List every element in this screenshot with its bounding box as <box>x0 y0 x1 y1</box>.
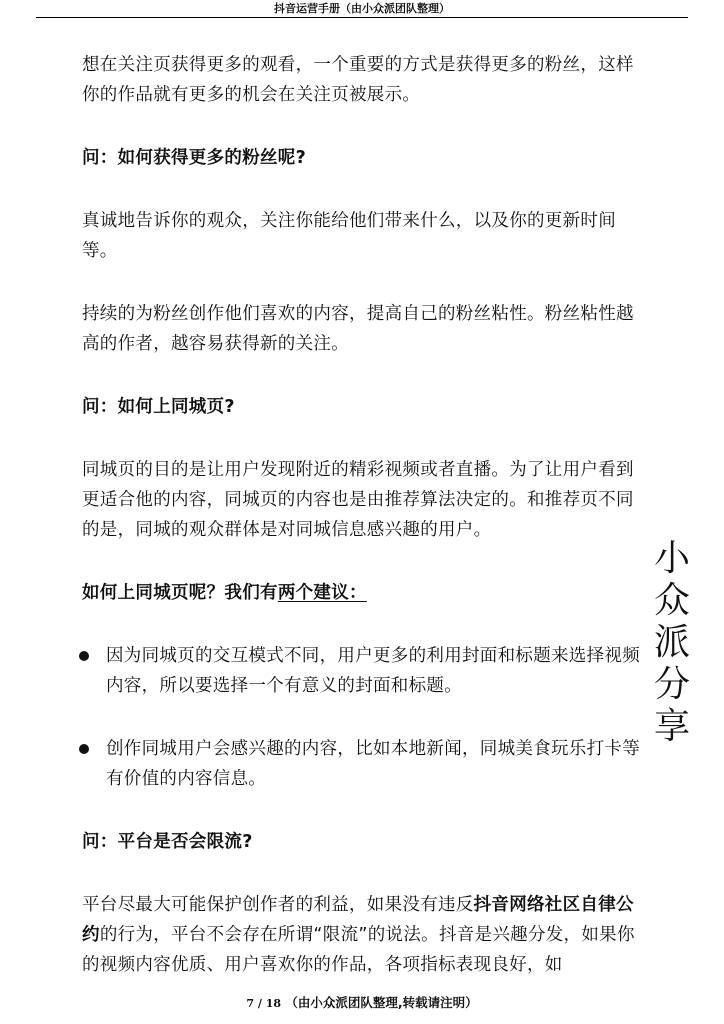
bullet-dot-icon <box>79 744 89 754</box>
header-divider <box>36 17 688 18</box>
side-char: 小 <box>653 538 690 579</box>
document-body <box>82 50 642 1013</box>
side-char: 派 <box>653 622 690 663</box>
community-convention-name: 抖音网络社区自律公约 <box>82 895 634 945</box>
question-local-page: 问：如何上同城页? <box>82 397 235 417</box>
heading-two-suggestions <box>82 578 642 608</box>
page-footer <box>0 993 724 1011</box>
side-char: 众 <box>653 580 690 621</box>
paragraph-following-page: 想在关注页获得更多的观看，一个重要的方式是获得更多的粉丝，这样你的作品就有更多的机会在关注页被展示。 <box>82 55 634 105</box>
bullet-item-cover-title <box>82 641 642 701</box>
page-number: 7 / 18 <box>246 997 282 1010</box>
question-rate-limit: 问：平台是否会限流? <box>82 832 253 852</box>
heading-two-suggestions-underlined: 两个建议： <box>277 583 367 603</box>
side-char: 享 <box>653 706 690 747</box>
bullet-text: 创作同城用户会感兴趣的内容，比如本地新闻，同城美食玩乐打卡等有价值的内容信息。 <box>106 739 640 789</box>
paragraph-fan-stickiness: 持续的为粉丝创作他们喜欢的内容，提高自己的粉丝粘性。粉丝粘性越高的作者，越容易获得新的关注。 <box>82 304 634 354</box>
paragraph-tell-audience: 真诚地告诉你的观众，关注你能给他们带来什么，以及你的更新时间等。 <box>82 211 616 261</box>
paragraph-local-page-purpose: 同城页的目的是让用户发现附近的精彩视频或者直播。为了让用户看到更适合他的内容，同城页的内容也是由推荐算法决定的。和推荐页不同的是，同城的观众群体是对同城信息感兴趣的用户。 <box>82 460 634 540</box>
question-more-fans: 问：如何获得更多的粉丝呢? <box>82 148 307 168</box>
page-header: 抖音运营手册（由小众派团队整理） <box>274 2 450 15</box>
paragraph-platform-protection <box>82 890 642 980</box>
side-char: 分 <box>653 664 690 705</box>
bullet-dot-icon <box>79 651 89 661</box>
side-watermark-text <box>647 538 697 748</box>
bullet-item-local-content <box>82 734 642 794</box>
bullet-text: 因为同城页的交互模式不同，用户更多的利用封面和标题来选择视频内容，所以要选择一个有意义的封面和标题。 <box>106 646 640 696</box>
footer-note: （由小众派团队整理,转载请注明） <box>285 995 478 1010</box>
paragraph-text: 的行为，平台不会存在所谓“限流”的说法。抖音是兴趣分发，如果你的视频内容优质、用户喜欢你的作品，各项指标表现良好，如 <box>82 925 635 975</box>
heading-two-suggestions-text: 如何上同城页呢？我们有 <box>82 583 278 603</box>
paragraph-text: 平台尽最大可能保护创作者的利益，如果没有违反 <box>82 895 474 915</box>
